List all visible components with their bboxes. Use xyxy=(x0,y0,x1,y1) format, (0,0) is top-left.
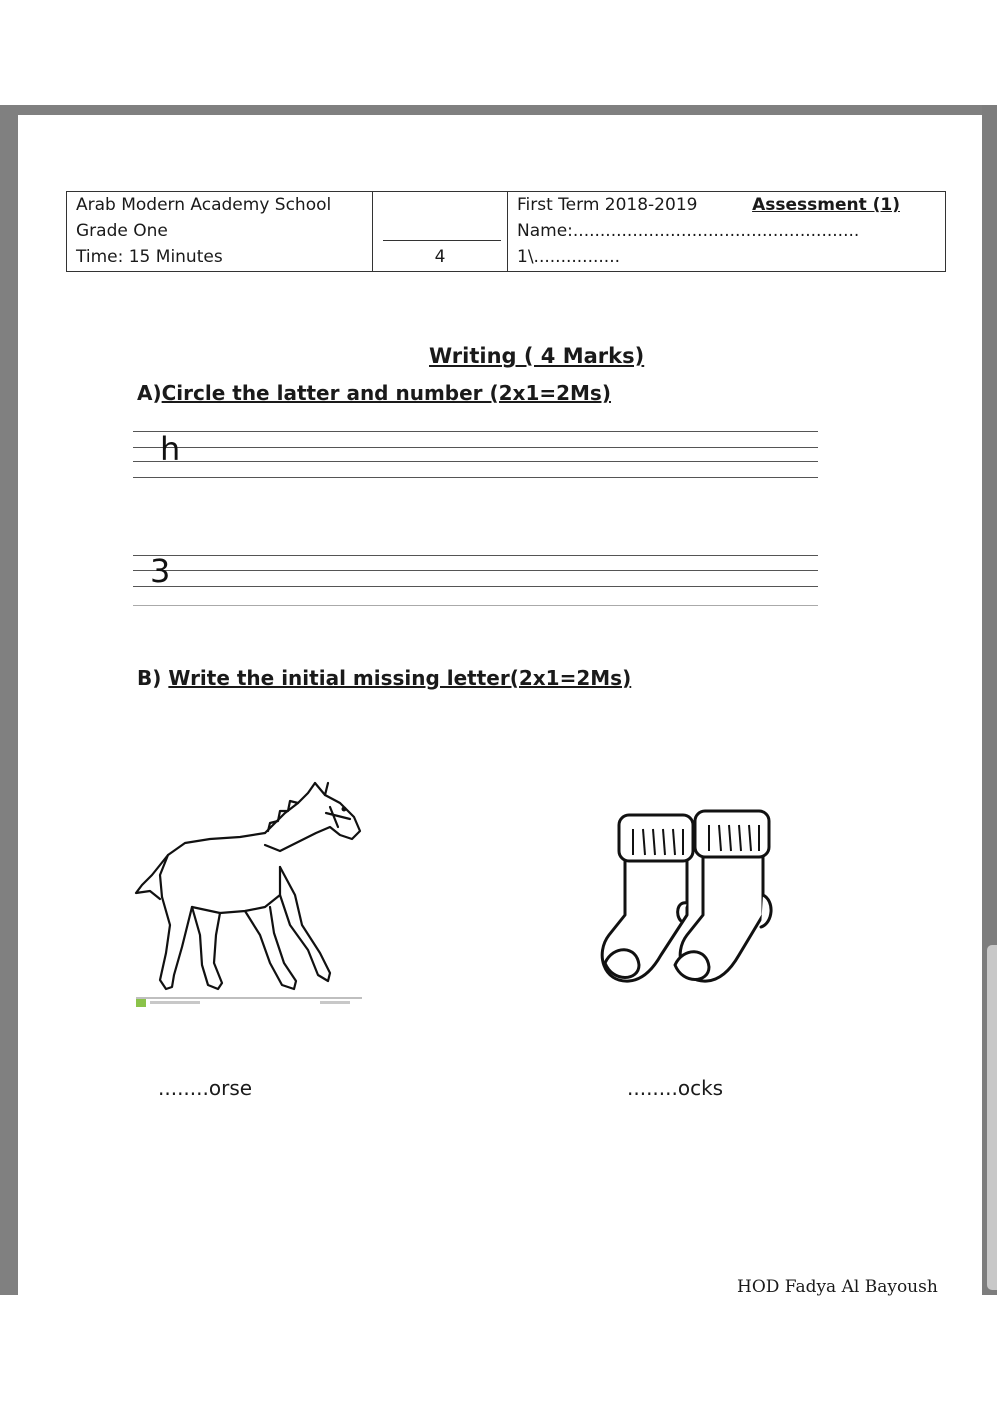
writing-line xyxy=(133,570,818,571)
writing-line xyxy=(133,477,818,478)
horse-picture xyxy=(130,775,370,1015)
writing-line xyxy=(133,605,818,606)
term-label: First Term 2018-2019 xyxy=(517,195,698,215)
school-info-cell xyxy=(67,192,373,272)
question-b-text: Write the initial missing letter(2x1=2Ms) xyxy=(168,666,632,690)
worksheet-page xyxy=(18,115,982,1295)
number-glyph: 3 xyxy=(150,552,171,590)
question-a xyxy=(137,381,611,405)
socks-word-blank[interactable]: ........ocks xyxy=(627,1076,724,1100)
writing-line xyxy=(133,447,818,448)
letter-glyph: h xyxy=(160,430,181,468)
writing-line xyxy=(133,431,818,432)
class-field[interactable]: 1\................ xyxy=(517,247,621,267)
viewer-left-bar xyxy=(0,105,18,1295)
scrollbar[interactable] xyxy=(987,945,997,1290)
viewer-top-bar xyxy=(0,105,997,115)
school-name: Arab Modern Academy School xyxy=(76,195,332,215)
socks-picture xyxy=(595,805,785,995)
writing-line xyxy=(133,461,818,462)
time-label: Time: 15 Minutes xyxy=(76,247,223,267)
question-a-text: Circle the latter and number (2x1=2Ms) xyxy=(161,381,611,405)
name-field[interactable]: Name:..................................................... xyxy=(517,221,860,241)
assessment-label: Assessment (1) xyxy=(752,195,900,215)
question-b xyxy=(137,666,631,690)
writing-line xyxy=(133,555,818,556)
score-line xyxy=(383,240,501,241)
section-title: Writing ( 4 Marks) xyxy=(429,344,645,368)
writing-line xyxy=(133,586,818,587)
header-table xyxy=(66,191,946,272)
score-value: 4 xyxy=(434,247,446,267)
question-a-prefix: A) xyxy=(137,381,162,405)
term-info-cell xyxy=(508,192,946,272)
hod-signature: HOD Fadya Al Bayoush xyxy=(737,1277,938,1297)
grade-label: Grade One xyxy=(76,221,168,241)
score-cell xyxy=(373,192,508,272)
horse-word-blank[interactable]: ........orse xyxy=(158,1076,253,1100)
question-b-prefix: B) xyxy=(137,666,169,690)
